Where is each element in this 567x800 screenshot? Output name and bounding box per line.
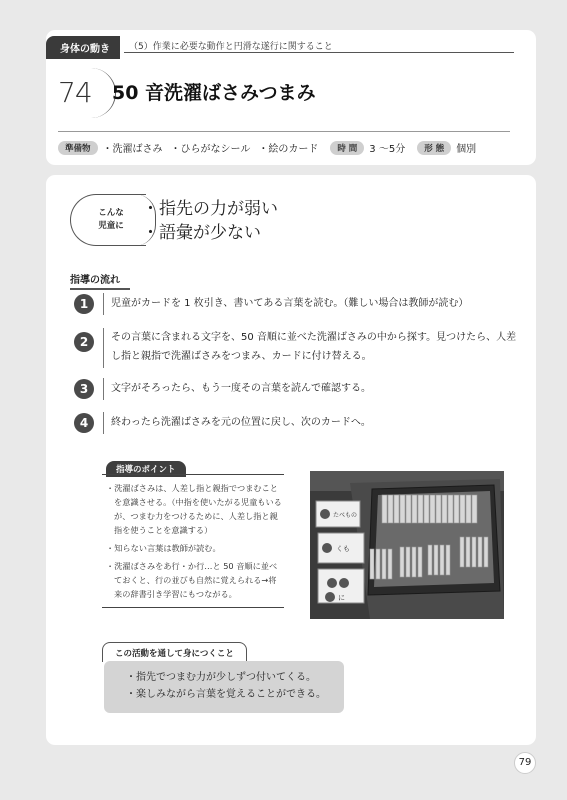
prep-item: ・絵のカード (258, 144, 319, 155)
time-value: 3 ～5分 (369, 144, 406, 155)
flow-title: 指導の流れ (70, 271, 130, 290)
step-bar (103, 328, 104, 368)
step-bar (103, 412, 104, 434)
step-number: 4 (74, 413, 94, 433)
category-divider (124, 52, 514, 53)
prep-divider (58, 131, 510, 132)
category-tag: 身体の動き (46, 36, 120, 59)
points-title: 指導のポイント (106, 461, 186, 477)
step-number: 2 (74, 332, 94, 352)
card-label: に (338, 594, 345, 602)
points-divider (102, 474, 284, 475)
prep-row (58, 140, 476, 155)
form-label: 形 態 (417, 141, 451, 155)
summary-item: ・楽しみながら言葉を覚えることができる。 (126, 689, 326, 700)
lesson-number: 74 (58, 76, 92, 109)
page-title: 50 音洗濯ばさみつまみ (112, 82, 316, 104)
point-item: ・洗濯ばさみをあ行・か行…と 50 音順に並べておくと、行の並びも自然に覚えられる→将来の辞書引き学習にもつながる。 (106, 561, 278, 599)
point-item: ・洗濯ばさみは、人差し指と親指でつまむことを意識させる。（中指を使いたがる児童もいるが、つまむ力をつけるために、人差し指と親指を使うことを意識する） (106, 483, 282, 535)
form-value: 個別 (456, 144, 477, 155)
page-number: 79 (514, 752, 536, 774)
step-number: 1 (74, 294, 94, 314)
summary-item: ・指先でつまむ力が少しずつ付いてくる。 (126, 672, 316, 683)
target-badge (70, 194, 146, 246)
point-item: ・知らない言葉は教師が読む。 (106, 543, 221, 553)
step-text: その言葉に含まれる文字を、50 音順に並べた洗濯ばさみの中から探す。見つけたら、人差し指と親指で洗濯ばさみをつまみ、カードに付け替える。 (111, 332, 517, 362)
summary-title: この活動を通して身につくこと (102, 642, 247, 662)
step-bar (103, 378, 104, 400)
points-divider (102, 607, 284, 608)
step-number: 3 (74, 379, 94, 399)
prep-label: 準備物 (58, 141, 98, 155)
step-text: 児童がカードを 1 枚引き、書いてある言葉を読む。（難しい場合は教師が読む） (111, 298, 469, 309)
lesson-header-card (46, 30, 536, 165)
card-label: くも (336, 545, 350, 553)
lesson-body-card (46, 175, 536, 745)
activity-photo (310, 471, 504, 619)
card-label: たべもの (333, 512, 358, 519)
target-item: ・指先の力が弱い (142, 199, 278, 219)
summary-box (104, 661, 344, 713)
points-list (106, 481, 284, 605)
step-text: 文字がそろったら、もう一度その言葉を読んで確認する。 (111, 383, 371, 394)
category-description: （5）作業に必要な動作と円滑な遂行に関すること (129, 42, 333, 52)
target-item: ・語彙が少ない (142, 223, 261, 243)
target-label: こんな 児童に (98, 208, 124, 231)
step-bar (103, 293, 104, 315)
time-label: 時 間 (330, 141, 364, 155)
prep-item: ・洗濯ばさみ (102, 144, 163, 155)
clothespin-photo-illustration (310, 471, 504, 619)
prep-item: ・ひらがなシール (170, 144, 251, 155)
lesson-number-block (58, 68, 118, 118)
target-list (142, 197, 278, 245)
step-text: 終わったら洗濯ばさみを元の位置に戻し、次のカードへ。 (111, 417, 371, 428)
